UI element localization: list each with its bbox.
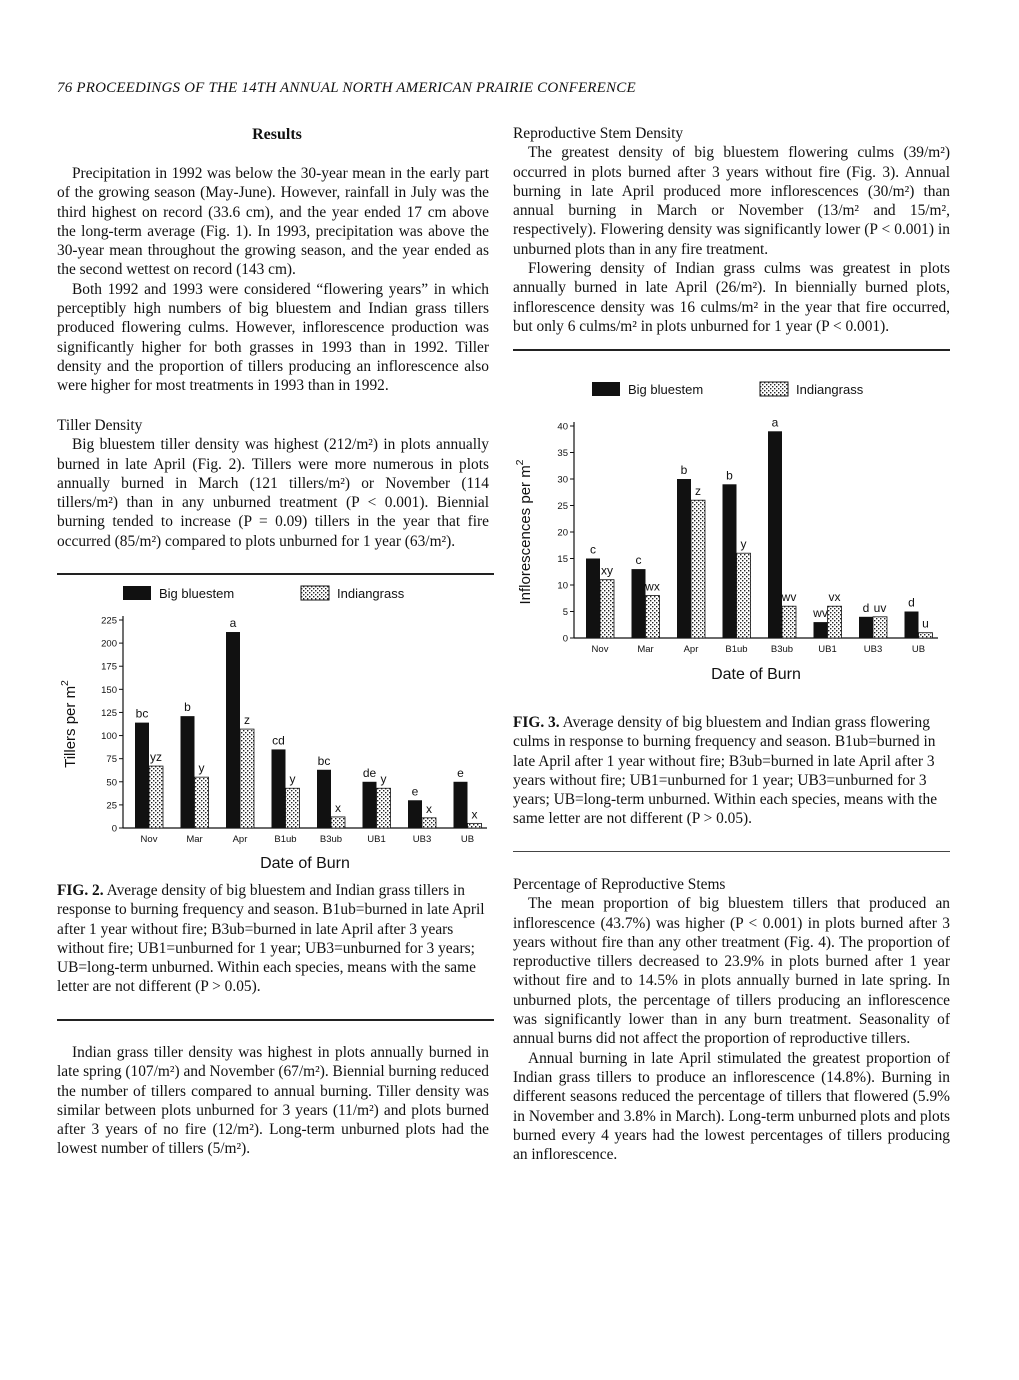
x-tick-label: Apr xyxy=(232,834,248,845)
right-column-bottom xyxy=(513,875,950,1164)
reproductive-stem-heading: Reproductive Stem Density xyxy=(513,125,684,142)
paragraph-bluestem-proportion: The mean proportion of big bluestem tillers that produced an inflorescence (43.7%) was higher (P < 0.001) in plots burned after 3 years without fire than any other treatment (Fig. 4). The proportion of reproductive tillers decreased to 23.9% in plots burned after 1 year without fire and to 14.5% in plots annually burned in late spring. In unburned plots, the percentage of tillers producing an inflorescence was significantly lower than in any burn treatment. Seasonality of annual burns did not affect the proportion of reproductive tillers. xyxy=(513,895,950,1048)
x-tick-label: UB1 xyxy=(367,834,386,845)
bar-indiangrass xyxy=(737,553,751,638)
data-label-bluestem: wv xyxy=(813,606,828,621)
data-label-bluestem: b xyxy=(680,463,688,477)
left-column-top xyxy=(57,164,489,396)
x-tick-label: Apr xyxy=(683,644,699,655)
x-tick-label: B3ub xyxy=(770,644,794,655)
bar-indiangrass xyxy=(422,818,436,828)
paragraph-indiangrass-tillers: Indian grass tiller density was highest in plots annually burned in late spring (107/m²) and November (67/m²). Biennial burning reduced the number of tillers compared to annual burning. Tiller density was similar between plots unburned for 3 years (11/m²) and plots burned after 3 years of no fire (12/m²). Long-term unburned plots had the lowest number of tillers (5/m²). xyxy=(57,1044,489,1158)
y-tick-label: 25 xyxy=(557,501,568,512)
bar-indiangrass xyxy=(828,606,842,638)
y-tick-label: 20 xyxy=(557,527,568,539)
x-axis-title: Date of Burn xyxy=(711,666,801,683)
fig2-caption xyxy=(57,881,489,997)
bar-indiangrass xyxy=(691,500,705,638)
y-tick-label: 200 xyxy=(101,638,117,650)
data-label-bluestem: c xyxy=(590,542,596,557)
y-tick-label: 30 xyxy=(557,474,568,486)
data-label-indiangrass: vx xyxy=(828,590,841,605)
bar-bluestem xyxy=(814,622,828,638)
x-tick-label: UB1 xyxy=(818,644,837,655)
bar-bluestem xyxy=(226,632,240,828)
bar-bluestem xyxy=(768,431,782,638)
y-tick-label: 10 xyxy=(557,580,568,592)
y-tick-label: 175 xyxy=(101,661,117,673)
y-tick-label: 15 xyxy=(557,554,568,565)
bar-indiangrass xyxy=(646,596,660,638)
legend-swatch-indiangrass xyxy=(301,586,329,600)
legend-swatch-bluestem xyxy=(592,382,620,396)
fig2-caption-text: Average density of big bluestem and Indian grass tillers in response to burning frequency and season. B1ub=burned in late April after 1 year without fire; B3ub=burned in late April after 3 years without fire; UB1=unburned for 1 year; UB3=unburned for 3 years; UB=long-term unburned. Within each species, means with the same letter are not different (P > 0.05). xyxy=(57,882,485,996)
y-tick-label: 75 xyxy=(106,754,117,766)
x-tick-label: UB3 xyxy=(863,644,883,655)
x-tick-label: Nov xyxy=(591,644,609,655)
y-tick-label: 150 xyxy=(101,684,117,696)
legend-label-indiangrass: Indiangrass xyxy=(796,382,864,397)
paragraph-precipitation: Precipitation in 1992 was below the 30-year mean in the early part of the growing season (May-June). However, rainfall in July was the third highest on record (33.6 cm), and the year ended 17 cm above the long-term average (Fig. 1). In 1993, precipitation was above the 30-year mean throughout the growing season, and the year ended as the second wettest on record (143 cm). xyxy=(57,165,489,279)
bar-indiangrass xyxy=(286,788,300,828)
y-tick-label: 5 xyxy=(562,607,568,618)
fig3-caption-text: Average density of big bluestem and Indian grass flowering culms in response to burning frequency and season. B1ub=burned in late April after 1 year without fire; B3ub=burned in late April after 3 years without fire; UB1=unburned for 1 year; UB3=unburned for 3 years; UB=long-term unburned. Within each species, means with the same letter are not different (P > 0.05). xyxy=(513,714,938,828)
y-tick-label: 0 xyxy=(562,633,568,645)
bar-indiangrass xyxy=(600,580,614,638)
bar-bluestem xyxy=(272,749,286,828)
data-label-indiangrass: wv xyxy=(781,590,797,605)
y-axis-title: Tillers per $m^2$ xyxy=(59,680,79,768)
data-label-indiangrass: uv xyxy=(873,600,887,615)
data-label-bluestem: b xyxy=(726,468,733,483)
data-label-indiangrass: y xyxy=(198,761,205,776)
y-tick-label: 225 xyxy=(101,615,117,627)
left-column-tiller xyxy=(57,416,489,551)
y-tick-label: 0 xyxy=(111,823,117,835)
x-tick-label: UB xyxy=(460,834,475,845)
x-tick-label: B1ub xyxy=(274,834,297,845)
data-label-indiangrass: z xyxy=(244,713,250,728)
fig2-bottom-rule xyxy=(57,1019,494,1021)
right-column-top xyxy=(513,124,950,336)
data-label-indiangrass: y xyxy=(740,537,747,552)
bar-indiangrass xyxy=(149,766,163,828)
bar-bluestem xyxy=(859,617,873,638)
x-tick-label: B1ub xyxy=(725,644,748,655)
y-tick-label: 35 xyxy=(557,448,568,459)
fig2-caption-label: FIG. 2. xyxy=(57,882,104,899)
y-tick-label: 50 xyxy=(106,777,117,789)
data-label-bluestem: b xyxy=(184,700,191,715)
data-label-indiangrass: yz xyxy=(150,750,162,765)
bar-bluestem xyxy=(905,612,919,639)
bar-bluestem xyxy=(181,716,195,828)
percentage-heading: Percentage of Reproductive Stems xyxy=(513,876,726,893)
fig2-top-rule xyxy=(57,573,494,575)
y-axis-title: Inflorescences per $m^2$ xyxy=(514,459,534,605)
bar-indiangrass xyxy=(873,617,887,638)
bar-indiangrass xyxy=(195,777,209,828)
legend-label-indiangrass: Indiangrass xyxy=(337,586,405,601)
bar-indiangrass xyxy=(331,817,345,828)
tiller-density-heading: Tiller Density xyxy=(57,417,143,434)
data-label-bluestem: de xyxy=(362,765,377,780)
y-tick-label: 100 xyxy=(101,731,117,743)
data-label-indiangrass: xy xyxy=(601,563,613,578)
fig3-caption xyxy=(513,713,950,829)
x-tick-label: Nov xyxy=(140,834,158,845)
bar-bluestem xyxy=(317,770,331,828)
paragraph-bluestem-flowering: The greatest density of big bluestem flowering culms (39/m²) occurred in plots burned after 3 years without fire (Fig. 3). Annual burning in late April produced more inflorescences (30/m²) than annual burning in March or November (13/m² and 15/m², respectively). Flowering density was significantly lower (P < 0.001) in unburned plots than in any fire treatment. xyxy=(513,144,950,258)
data-label-bluestem: c xyxy=(635,553,642,568)
paragraph-indiangrass-flowering: Flowering density of Indian grass culms was greatest in plots annually burned in late April (26/m²). In biennially burned plots, inflorescence density was 16 culms/m² in the year that fire occurred, but only 6 culms/m² in plots unburned for 1 year (P < 0.001). xyxy=(513,260,950,335)
data-label-indiangrass: u xyxy=(922,616,929,631)
legend-label-bluestem: Big bluestem xyxy=(159,586,235,601)
data-label-bluestem: e xyxy=(411,784,419,799)
legend-swatch-indiangrass xyxy=(760,382,788,396)
y-tick-label: 40 xyxy=(557,421,568,433)
bar-indiangrass xyxy=(377,788,391,828)
paragraph-tiller-density: Big bluestem tiller density was highest (212/m²) in plots annually burned in late April (Fig. 2). Tillers were more numerous in plots annually burned in March (121 tillers/m²) or November (114 tillers/m²) than in any unburned treatment (P < 0.001). Biennial burning tended to increase (P = 0.09) tillers in the year that fire occurred (85/m²) compared to plots unburned for 1 year (63/m²). xyxy=(57,436,489,550)
data-label-bluestem: a xyxy=(229,616,237,631)
data-label-bluestem: a xyxy=(771,415,779,430)
x-axis-title: Date of Burn xyxy=(260,855,350,872)
x-tick-label: B3ub xyxy=(319,834,343,845)
data-label-indiangrass: y xyxy=(380,772,387,787)
data-label-bluestem: e xyxy=(457,765,464,780)
bar-bluestem xyxy=(454,782,468,828)
data-label-bluestem: cd xyxy=(272,733,285,748)
x-tick-label: UB xyxy=(911,644,926,655)
running-header: 76 PROCEEDINGS OF THE 14TH ANNUAL NORTH AMERICAN PRAIRIE CONFERENCE xyxy=(57,80,636,96)
fig2-chart xyxy=(57,580,497,878)
bar-bluestem xyxy=(586,559,600,639)
data-label-indiangrass: z xyxy=(695,484,701,499)
y-tick-label: 125 xyxy=(101,707,117,719)
bar-bluestem xyxy=(723,484,737,638)
data-label-indiangrass: x xyxy=(471,807,478,822)
y-tick-label: 25 xyxy=(106,800,117,812)
bar-indiangrass xyxy=(468,823,482,828)
fig3-top-rule xyxy=(513,349,950,351)
left-column-bottom xyxy=(57,1043,489,1159)
data-label-bluestem: bc xyxy=(135,706,149,721)
data-label-bluestem: bc xyxy=(317,753,331,768)
data-label-bluestem: d xyxy=(908,595,915,610)
x-tick-label: Mar xyxy=(637,644,654,655)
paragraph-indiangrass-proportion: Annual burning in late April stimulated the greatest proportion of Indian grass tillers to produce an inflorescence (14.8%). Burning in different seasons reduced the percentage of tillers that flowered (5.9% in November and 3.8% in March). Long-term unburned plots and plots burned every 4 years had the lowest percentages of tillers producing an inflorescence. xyxy=(513,1049,950,1164)
x-tick-label: Mar xyxy=(186,834,203,845)
data-label-bluestem: d xyxy=(862,600,870,615)
bar-bluestem xyxy=(363,782,377,828)
legend-label-bluestem: Big bluestem xyxy=(628,382,704,397)
data-label-indiangrass: y xyxy=(289,772,296,787)
data-label-indiangrass: x xyxy=(426,801,432,816)
bar-indiangrass xyxy=(240,729,254,828)
bar-bluestem xyxy=(408,800,422,828)
bar-indiangrass xyxy=(919,633,933,638)
fig3-chart xyxy=(508,370,953,690)
legend-swatch-bluestem xyxy=(123,586,151,600)
bar-bluestem xyxy=(677,479,691,638)
fig3-caption-label: FIG. 3. xyxy=(513,714,560,731)
fig3-bottom-rule xyxy=(513,851,950,852)
paragraph-flowering-years: Both 1992 and 1993 were considered “flowering years” in which perceptibly high numbers of big bluestem and Indian grass tillers produced flowering culms. However, inflorescence production was significantly higher for both grasses in 1993 than in 1992. Tiller density and the proportion of tillers producing an inflorescence also were higher for most treatments in 1993 than in 1992. xyxy=(57,280,489,395)
results-heading: Results xyxy=(252,126,302,143)
bar-indiangrass xyxy=(782,606,796,638)
bar-bluestem xyxy=(135,723,149,828)
data-label-indiangrass: x xyxy=(335,800,341,815)
x-tick-label: UB3 xyxy=(412,834,432,845)
data-label-indiangrass: wx xyxy=(645,579,660,594)
bar-bluestem xyxy=(632,569,646,638)
